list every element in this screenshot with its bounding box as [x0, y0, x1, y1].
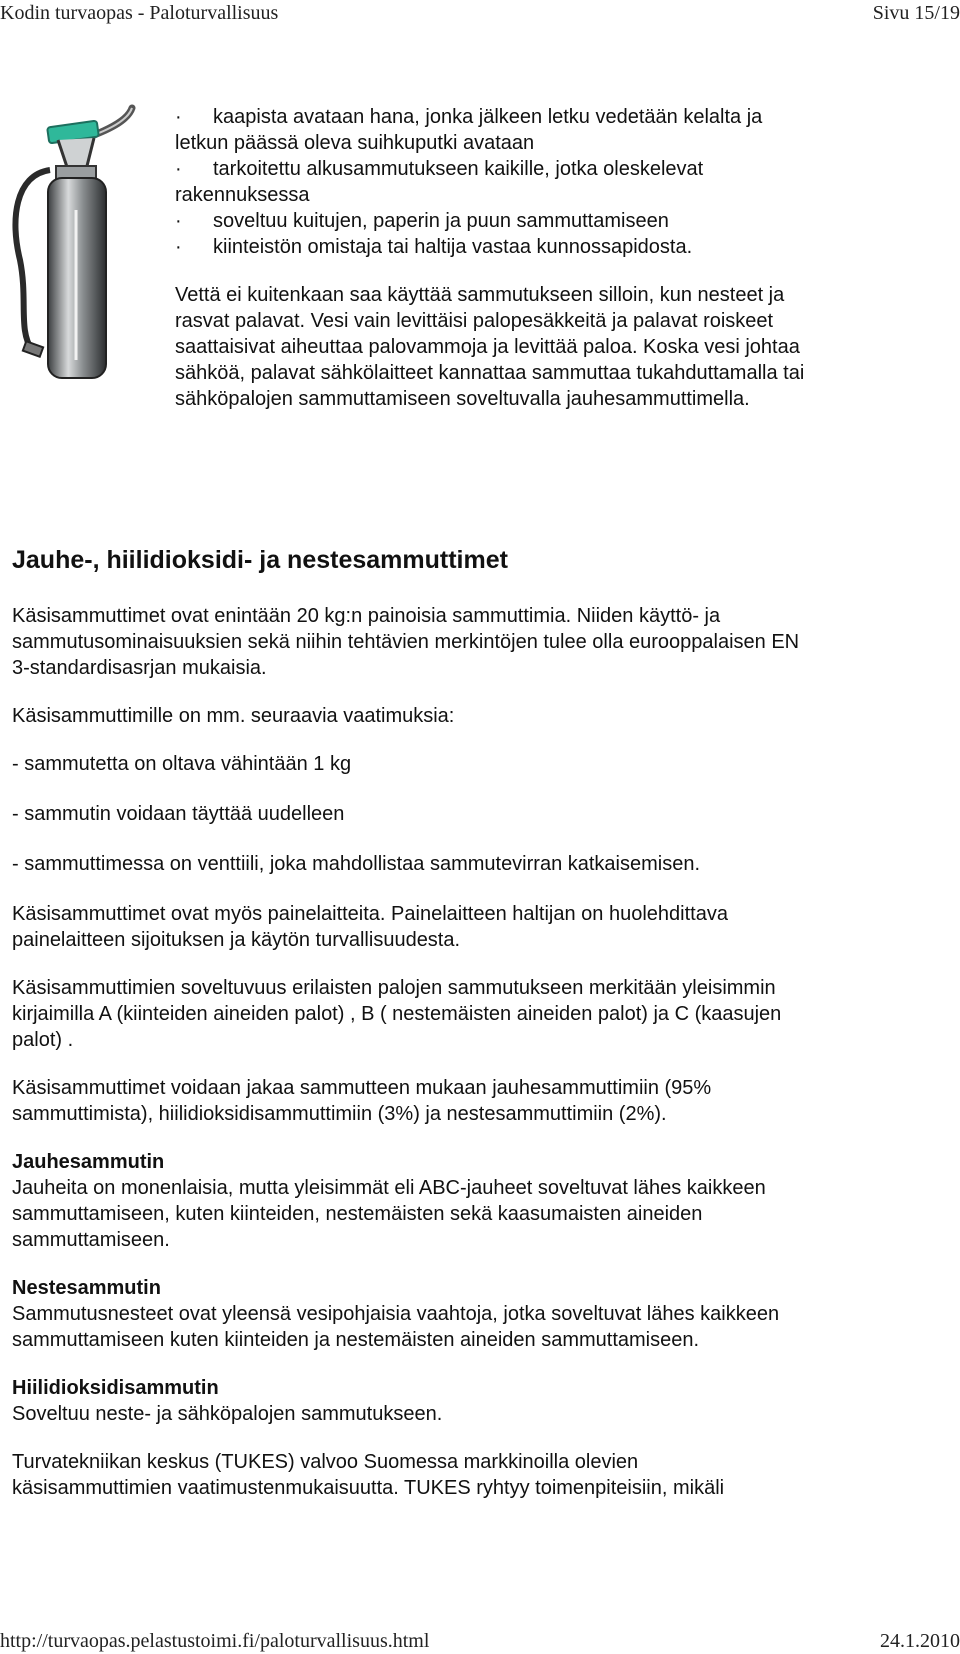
- bullet-text: kiinteistön omistaja tai haltija vastaa kunnossapidosta.: [213, 236, 693, 258]
- paragraph-weight: [12, 603, 947, 681]
- subheading: Jauhesammutin: [12, 1151, 165, 1173]
- text-line: painelaitteen sijoituksen ja käytön turvallisuudesta.: [12, 929, 461, 951]
- text-line: Käsisammuttimet ovat enintään 20 kg:n painoisia sammuttimia. Niiden käyttö- ja: [12, 605, 721, 627]
- text-line: Vettä ei kuitenkaan saa käyttää sammutukseen silloin, kun nesteet ja: [175, 284, 785, 306]
- paragraph-shares: [12, 1075, 947, 1127]
- text-line: sammuttamiseen, kuten kiinteiden, nestemäisten sekä kaasumaisten aineiden: [12, 1203, 703, 1225]
- bullet-marker: ·: [175, 158, 182, 180]
- bullet-marker: ·: [175, 106, 182, 128]
- text-line: rasvat palavat. Vesi vain levittäisi palopesäkkeitä ja palavat roiskeet: [175, 310, 774, 332]
- bullet-marker: ·: [175, 236, 182, 258]
- bullet-text: soveltuu kuitujen, paperin ja puun sammuttamiseen: [213, 210, 669, 232]
- section-jauhesammutin: [12, 1149, 947, 1253]
- subheading: Nestesammutin: [12, 1277, 161, 1299]
- text-line: sammutusominaisuuksien sekä niihin tehtävien merkintöjen tulee olla eurooppalaisen EN: [12, 631, 800, 653]
- requirement-item: - sammuttimessa on venttiili, joka mahdollistaa sammutevirran katkaisemisen.: [12, 853, 701, 875]
- footer-date: 24.1.2010: [880, 1630, 960, 1652]
- requirement-item: - sammutetta on oltava vähintään 1 kg: [12, 753, 352, 775]
- paragraph-classes: [12, 975, 947, 1053]
- list-item: [175, 234, 935, 260]
- paragraph-pressure: [12, 901, 947, 953]
- text-line: 3-standardisasrjan mukaisia.: [12, 657, 267, 679]
- water-extinguisher-illustration: [10, 100, 140, 400]
- section-nestesammutin: [12, 1275, 947, 1353]
- text-line: Turvatekniikan keskus (TUKES) valvoo Suomessa markkinoilla olevien: [12, 1451, 639, 1473]
- bullet-text: kaapista avataan hana, jonka jälkeen letku vedetään kelalta ja: [213, 106, 763, 128]
- text-line: Käsisammuttimet ovat myös painelaitteita. Painelaitteen haltijan on huolehdittava: [12, 903, 728, 925]
- text-line: Käsisammuttimet voidaan jakaa sammutteen mukaan jauhesammuttimiin (95%: [12, 1077, 712, 1099]
- list-item: [175, 208, 935, 234]
- text-line: sammuttamiseen.: [12, 1229, 170, 1251]
- text-line: Käsisammuttimien soveltuvuus erilaisten palojen sammutukseen merkitään yleisimmin: [12, 977, 776, 999]
- page-footer: [0, 1628, 960, 1654]
- text-line: sammuttamiseen kuten kiinteiden ja nestemäisten aineiden sammuttamiseen.: [12, 1329, 700, 1351]
- text-line: kirjaimilla A (kiinteiden aineiden palot) , B ( nestemäisten aineiden palot) ja C (kaasujen: [12, 1003, 782, 1025]
- text-line: Sammutusnesteet ovat yleensä vesipohjaisia vaahtoja, jotka soveltuvat lähes kaikkeen: [12, 1303, 780, 1325]
- text-line: Jauheita on monenlaisia, mutta yleisimmät eli ABC-jauheet soveltuvat lähes kaikkeen: [12, 1177, 766, 1199]
- bullet-text-cont: letkun päässä oleva suihkuputki avataan: [175, 132, 535, 154]
- page-header: [0, 0, 960, 26]
- footer-url: http://turvaopas.pelastustoimi.fi/paloturvallisuus.html: [0, 1630, 430, 1652]
- text-line: Soveltuu neste- ja sähköpalojen sammutukseen.: [12, 1403, 443, 1425]
- paragraph-requirements-intro: Käsisammuttimille on mm. seuraavia vaatimuksia:: [12, 705, 455, 727]
- water-warning-paragraph: [175, 282, 935, 412]
- list-item: [175, 156, 935, 208]
- bullet-text-cont: rakennuksessa: [175, 184, 310, 206]
- list-item: [175, 104, 935, 156]
- page-number: Sivu 15/19: [872, 2, 960, 24]
- requirement-item: - sammutin voidaan täyttää uudelleen: [12, 803, 345, 825]
- main-content: [12, 603, 947, 1523]
- text-line: palot) .: [12, 1029, 74, 1051]
- text-line: saattaisivat aiheuttaa palovammoja ja levittää paloa. Koska vesi johtaa: [175, 336, 800, 358]
- section-heading: Jauhe-, hiilidioksidi- ja nestesammuttimet: [12, 546, 508, 574]
- subheading: Hiilidioksidisammutin: [12, 1377, 219, 1399]
- section-hiilidioksidisammutin: [12, 1375, 947, 1427]
- text-line: sammuttimista), hiilidioksidisammuttimiin (3%) ja nestesammuttimiin (2%).: [12, 1103, 667, 1125]
- bullet-list: [175, 104, 935, 260]
- paragraph-tukes: [12, 1449, 947, 1501]
- text-line: sähköpalojen sammuttamiseen soveltuvalla jauhesammuttimella.: [175, 388, 750, 410]
- bullet-marker: ·: [175, 210, 182, 232]
- header-title: Kodin turvaopas - Paloturvallisuus: [0, 2, 279, 24]
- text-line: käsisammuttimien vaatimustenmukaisuutta. TUKES ryhtyy toimenpiteisiin, mikäli: [12, 1477, 725, 1499]
- bullet-text: tarkoitettu alkusammutukseen kaikille, jotka oleskelevat: [213, 158, 704, 180]
- text-line: sähköä, palavat sähkölaitteet kannattaa sammuttaa tukahduttamalla tai: [175, 362, 805, 384]
